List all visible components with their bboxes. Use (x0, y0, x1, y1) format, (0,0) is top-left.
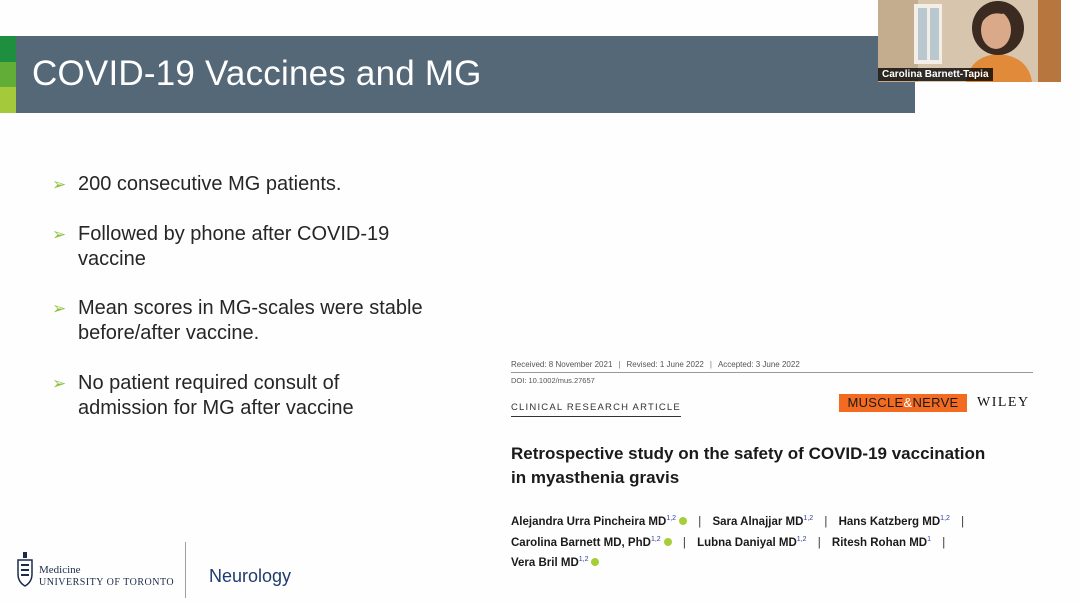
orcid-icon (591, 558, 599, 566)
journal-name-right: NERVE (912, 395, 959, 410)
faculty-name: Medicine (39, 564, 81, 576)
author-separator: | (698, 515, 702, 528)
accent-block-3 (0, 87, 16, 113)
bullet-item (52, 371, 378, 421)
speaker-name-label: Carolina Barnett-Tapia (878, 68, 993, 81)
author-separator: | (961, 515, 965, 528)
author-line (511, 552, 1033, 573)
arrow-bullet-icon: ➢ (52, 374, 67, 393)
journal-ampersand: & (903, 395, 913, 410)
bullet-text: 200 consecutive MG patients. (78, 173, 342, 195)
orcid-icon (679, 517, 687, 525)
author-separator: | (817, 536, 821, 549)
author-line (511, 510, 1033, 531)
title-banner (0, 36, 915, 113)
footer-divider (185, 542, 186, 598)
bullet-item (52, 296, 438, 346)
author: Hans Katzberg MD$^{1,2}$ (838, 515, 950, 528)
date-separator: | (618, 360, 621, 369)
accent-block-1 (0, 36, 16, 62)
arrow-bullet-icon: ➢ (52, 299, 67, 318)
arrow-bullet-icon: ➢ (52, 225, 67, 244)
author: Carolina Barnett MD, PhD$^{1,2}$ (511, 537, 672, 549)
author: Sara Alnajjar MD$^{1,2}$ (712, 515, 814, 528)
author-separator: | (824, 515, 828, 528)
author: Alejandra Urra Pincheira MD$^{1,2}$ (511, 516, 687, 528)
author: Ritesh Rohan $MD^1$ (831, 535, 932, 549)
author-list (511, 510, 1033, 572)
accent-strip (0, 36, 16, 113)
bullet-text: Followed by phone after COVID-19 vaccine (78, 223, 390, 270)
uoft-logo-text (39, 564, 174, 589)
speaker-video-tile[interactable] (878, 0, 1061, 82)
author-line (511, 531, 1033, 552)
paper-dates (511, 360, 800, 369)
department-name: Neurology (209, 566, 292, 586)
revised-date: Revised: 1 June 2022 (626, 360, 704, 369)
journal-name-left: MUSCLE (847, 395, 904, 410)
journal-logo (839, 394, 967, 412)
author-separator: | (682, 536, 686, 549)
bullet-text: No patient required consult of admission for MG after vaccine (78, 372, 354, 419)
divider (511, 372, 1033, 373)
paper-title (511, 442, 1021, 490)
author-separator: | (942, 536, 946, 549)
author: Lubna Daniyal MD$^{1,2}$ (697, 535, 807, 549)
date-separator: | (709, 360, 712, 369)
orcid-icon (664, 538, 672, 546)
publisher-logo: WILEY (977, 395, 1030, 410)
received-date: Received: 8 November 2021 (511, 360, 613, 369)
paper-title-line: Retrospective study on the safety of COVID-19 vaccination (511, 444, 986, 463)
bullet-item (52, 222, 408, 272)
accepted-date: Accepted: 3 June 2022 (717, 360, 800, 369)
paper-header-image (511, 358, 1033, 568)
bullet-text: Mean scores in MG-scales were stable before/after vaccine. (78, 297, 423, 344)
university-name: UNIVERSITY OF TORONTO (39, 577, 175, 588)
slide-title: COVID-19 Vaccines and MG (32, 54, 482, 93)
bullet-item (52, 172, 448, 197)
accent-block-2 (0, 62, 16, 88)
author: Vera Bril MD$^{1,2}$ (511, 557, 599, 569)
article-type: CLINICAL RESEARCH ARTICLE (511, 402, 681, 417)
arrow-bullet-icon: ➢ (52, 175, 67, 194)
paper-doi: DOI: 10.1002/mus.27657 (511, 376, 595, 385)
paper-title-line: in myasthenia gravis (511, 468, 680, 487)
uoft-crest-icon (16, 552, 34, 588)
